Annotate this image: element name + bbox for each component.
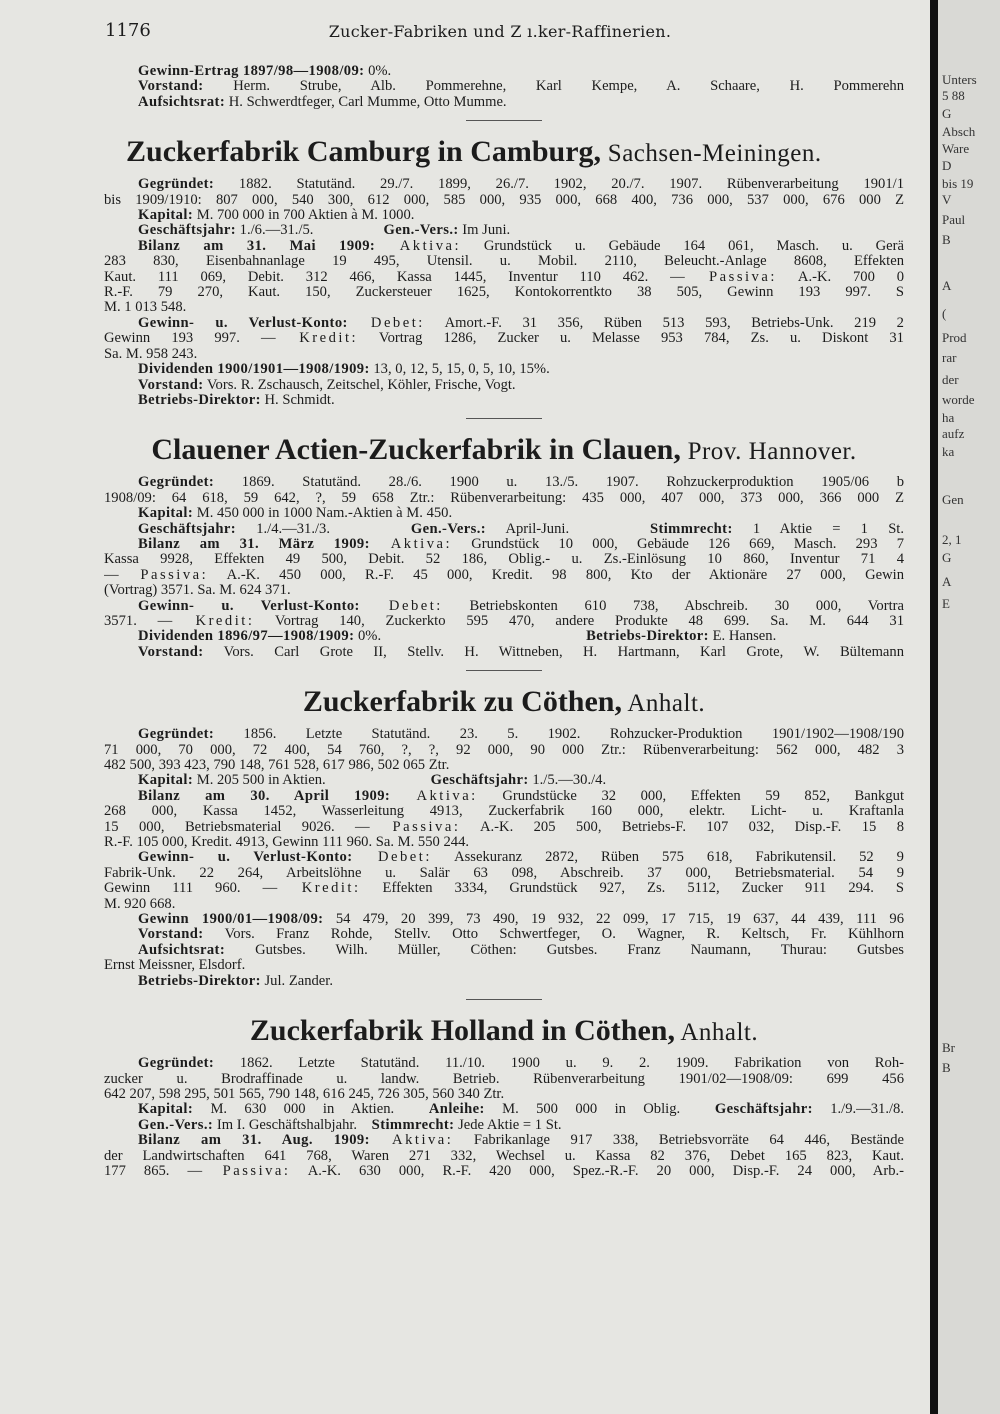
facing-page-fragment: Absch <box>942 124 976 139</box>
text-line: M. 920 668. <box>104 896 176 912</box>
facing-page-fragment: E <box>942 596 950 611</box>
text-line: Kapital: M. 205 500 in Aktien. Geschäftsjahr: 1./5.—30./4. <box>138 773 607 789</box>
facing-page-fragment: Ware <box>942 141 970 156</box>
text-line: der Landwirtschaften 641 768, Waren 271 332, Wechsel u. Kassa 82 376, Debet 165 823, Kaut. <box>104 1148 904 1164</box>
text-line: Aufsichtsrat: H. Schwerdtfeger, Carl Mumme, Otto Mumme. <box>138 94 507 110</box>
text-line: 1908/09: 64 618, 59 642, ?, 59 658 Ztr.: Rübenverarbeitung: 435 000, 407 000, 373 000, 366 000 Z <box>104 490 904 506</box>
section-divider <box>466 120 542 121</box>
text-line: Fabrik-Unk. 22 264, Arbeitslöhne u. Salär 63 098, Abschreib. 37 000, Betriebsmaterial. 54 9 <box>104 865 904 881</box>
text-line: R.-F. 105 000, Kredit. 4913, Gewinn 111 960. Sa. M. 550 244. <box>104 835 470 851</box>
text-line: Aufsichtsrat: Gutsbes. Wilh. Müller, Cöthen: Gutsbes. Franz Naumann, Thurau: Gutsbes <box>138 942 904 958</box>
facing-page-fragment: Unters <box>942 72 977 87</box>
text-line: Kapital: M. 700 000 in 700 Aktien à M. 1000. <box>138 208 415 224</box>
text-line: Gegründet: 1862. Letzte Statutänd. 11./10. 1900 u. 9. 2. 1909. Fabrikation von Roh- <box>138 1056 904 1072</box>
entry-holland <box>104 1014 904 1179</box>
text-line: Gegründet: 1869. Statutänd. 28./6. 1900 u. 13./5. 1907. Rohzuckerproduktion 1905/06 b <box>138 475 904 491</box>
facing-page-fragment: worde <box>942 392 975 407</box>
facing-page-fragment: G <box>942 550 952 565</box>
facing-page-fragment: Gen <box>942 492 964 507</box>
text-line: Gewinn 193 997. — Kredit: Vortrag 1286, Zucker u. Melasse 953 784, Zs. u. Diskont 31 <box>104 331 904 347</box>
facing-page-fragment: V <box>942 192 952 207</box>
text-line: 268 000, Kassa 1452, Wasserleitung 4913, Zuckerfabrik 160 000, elektr. Licht- u. Kraftanla <box>104 804 904 820</box>
company-heading: Zuckerfabrik Holland in Cöthen, Anhalt. <box>249 1014 759 1048</box>
page-content <box>104 64 904 1179</box>
running-title: Zucker-Fabriken und Z ı.ker-Raffinerien. <box>328 22 672 41</box>
section-divider <box>466 670 542 671</box>
section-divider <box>466 999 542 1000</box>
text-line: Vorstand: Vors. Franz Rohde, Stellv. Otto Schwertfeger, O. Wagner, R. Keltsch, Fr. Kühlhorn <box>138 927 904 943</box>
facing-page-fragment: 5 88 <box>942 88 965 103</box>
facing-page-fragment: B <box>942 232 951 247</box>
book-gutter <box>930 0 938 1414</box>
entry-camburg <box>104 135 904 408</box>
text-line: Gewinn- u. Verlust-Konto: Debet: Amort.-F. 31 356, Rüben 513 593, Betriebs-Unk. 219 2 <box>138 315 904 331</box>
text-line: Betriebs-Direktor: H. Schmidt. <box>138 392 335 408</box>
facing-page-fragment: ha <box>942 410 955 425</box>
text-line: Vorstand: Herm. Strube, Alb. Pommerehne, Karl Kempe, A. Schaare, H. Pommerehn <box>138 79 904 95</box>
text-line: 71 000, 70 000, 72 400, 54 760, ?, ?, 92 000, 90 000 Ztr.: Rübenverarbeitung: 562 000, 482 3 <box>104 742 904 758</box>
text-line: Kapital: M. 630 000 in Aktien. Anleihe: M. 500 000 in Oblig. Geschäftsjahr: 1./9.—31./8. <box>138 1102 904 1118</box>
text-line: 15 000, Betriebsmaterial 9026. — Passiva: A.-K. 205 500, Betriebs-F. 107 032, Disp.-F. 15 8 <box>104 819 904 835</box>
text-line: Betriebs-Direktor: Jul. Zander. <box>138 973 333 989</box>
prev-entry-tail <box>104 64 904 110</box>
entry-coethen <box>104 685 904 989</box>
text-line: M. 1 013 548. <box>104 300 187 316</box>
text-line: R.-F. 79 270, Kaut. 150, Zuckersteuer 1625, Kontokorrentkto 38 505, Gewinn 193 997. S <box>104 285 904 301</box>
facing-page-fragment: rar <box>942 350 957 365</box>
facing-page-fragment: B <box>942 1060 951 1075</box>
facing-page-fragment: der <box>942 372 959 387</box>
entry-clauen <box>104 433 904 660</box>
facing-page-fragment: bis 19 <box>942 176 974 191</box>
facing-page-fragment: G <box>942 106 952 121</box>
facing-page-fragment: ka <box>942 444 955 459</box>
text-line: Vorstand: Vors. R. Zschausch, Zeitschel, Köhler, Frische, Vogt. <box>138 377 516 393</box>
company-heading: Clauener Actien-Zuckerfabrik in Clauen, Prov. Hannover. <box>151 433 857 467</box>
text-line: 3571. — Kredit: Vortrag 140, Zuckerkto 595 470, andere Produkte 48 699. Sa. M. 644 31 <box>104 613 904 629</box>
text-line: Vorstand: Vors. Carl Grote II, Stellv. H. Wittneben, H. Hartmann, Karl Grote, W. Bültemann <box>138 644 904 660</box>
page-header <box>105 20 895 44</box>
text-line: Gewinn 1900/01—1908/09: 54 479, 20 399, 73 490, 19 932, 22 099, 17 715, 19 637, 44 439, 111 96 <box>138 912 904 928</box>
page-number: 1176 <box>105 20 151 41</box>
text-line: 177 865. — Passiva: A.-K. 630 000, R.-F. 420 000, Spez.-R.-F. 20 000, Disp.-F. 24 000, Arb.- <box>104 1163 904 1179</box>
text-line: Gegründet: 1856. Letzte Statutänd. 23. 5. 1902. Rohzucker-Produktion 1901/1902—1908/190 <box>138 727 904 743</box>
facing-page-fragment: aufz <box>942 426 965 441</box>
text-line: 482 500, 393 423, 790 148, 761 528, 617 986, 502 065 Ztr. <box>104 758 450 773</box>
text-line: Gewinn- u. Verlust-Konto: Debet: Betriebskonten 610 738, Abschreib. 30 000, Vortra <box>138 598 904 614</box>
facing-page-fragment: ( <box>942 306 947 321</box>
company-heading: Zuckerfabrik Camburg in Camburg, Sachsen-Meiningen. <box>126 135 822 169</box>
text-line: zucker u. Brodraffinade u. landw. Betrieb. Rübenverarbeitung 1901/02—1908/09: 699 456 <box>104 1071 904 1087</box>
text-line: Gen.-Vers.: Im I. Geschäftshalbjahr. Stimmrecht: Jede Aktie = 1 St. <box>138 1117 562 1133</box>
text-line: Gewinn-Ertrag 1897/98—1908/09: 0%. <box>138 64 392 79</box>
text-line: Kaut. 111 069, Debit. 312 466, Kassa 1445, Inventur 110 462. — Passiva: A.-K. 700 0 <box>104 269 904 285</box>
text-line: Kassa 9928, Effekten 49 500, Debit. 52 186, Oblig.- u. Zs.-Einlösung 10 860, Inventur 71 4 <box>104 552 904 568</box>
text-line: Bilanz am 31. März 1909: Aktiva: Grundstück 10 000, Gebäude 126 669, Masch. 293 7 <box>138 536 904 552</box>
text-line: Gegründet: 1882. Statutänd. 29./7. 1899, 26./7. 1902, 20./7. 1907. Rübenverarbeitung 1901/1 <box>138 177 904 193</box>
text-line: 642 207, 598 295, 501 565, 790 148, 616 245, 726 305, 560 340 Ztr. <box>104 1086 505 1102</box>
company-heading: Zuckerfabrik zu Cöthen, Anhalt. <box>302 685 706 719</box>
text-line: Bilanz am 30. April 1909: Aktiva: Grundstücke 32 000, Effekten 59 852, Bankgut <box>138 788 904 804</box>
facing-page-fragment: D <box>942 158 952 173</box>
text-line: (Vortrag) 3571. Sa. M. 624 371. <box>104 583 291 599</box>
facing-page-fragment: Prod <box>942 330 967 345</box>
text-line: Geschäftsjahr: 1./6.—31./5. Gen.-Vers.: Im Juni. <box>138 223 511 239</box>
text-line: Ernst Meissner, Elsdorf. <box>104 958 246 974</box>
facing-page-fragment: A <box>942 278 952 293</box>
text-line: Geschäftsjahr: 1./4.—31./3. Gen.-Vers.: April-Juni. Stimmrecht: 1 Aktie = 1 St. <box>138 521 904 537</box>
facing-page-fragment: 2, 1 <box>942 532 962 547</box>
facing-page-edge <box>938 0 1000 1414</box>
text-line: Kapital: M. 450 000 in 1000 Nam.-Aktien à M. 450. <box>138 506 453 522</box>
text-line: Bilanz am 31. Aug. 1909: Aktiva: Fabrikanlage 917 338, Betriebsvorräte 64 446, Bestände <box>138 1133 904 1149</box>
facing-page-fragment: Br <box>942 1040 955 1055</box>
text-line: Gewinn- u. Verlust-Konto: Debet: Assekuranz 2872, Rüben 575 618, Fabrikutensil. 52 9 <box>138 850 904 866</box>
text-line: Bilanz am 31. Mai 1909: Aktiva: Grundstück u. Gebäude 164 061, Masch. u. Gerä <box>138 238 904 254</box>
text-line: Dividenden 1900/1901—1908/1909: 13, 0, 12, 5, 15, 0, 5, 10, 15%. <box>138 362 550 378</box>
text-line: bis 1909/1910: 807 000, 540 300, 612 000, 585 000, 935 000, 668 400, 736 000, 537 000, 676 000 Z <box>104 192 904 208</box>
text-line: Sa. M. 958 243. <box>104 346 198 362</box>
facing-page-fragment: A <box>942 574 952 589</box>
text-line: 283 830, Eisenbahnanlage 19 495, Utensil. u. Mobil. 2110, Beleucht.-Anlage 8608, Effekten <box>104 254 904 270</box>
text-line: — Passiva: A.-K. 450 000, R.-F. 45 000, Kredit. 98 800, Kto der Aktionäre 27 000, Gewin <box>104 567 904 583</box>
text-line: Dividenden 1896/97—1908/1909: 0%. Betriebs-Direktor: E. Hansen. <box>138 629 777 645</box>
section-divider <box>466 418 542 419</box>
facing-page-fragment: Paul <box>942 212 966 227</box>
text-line: Gewinn 111 960. — Kredit: Effekten 3334, Grundstück 927, Zs. 5112, Zucker 911 294. S <box>104 881 904 897</box>
